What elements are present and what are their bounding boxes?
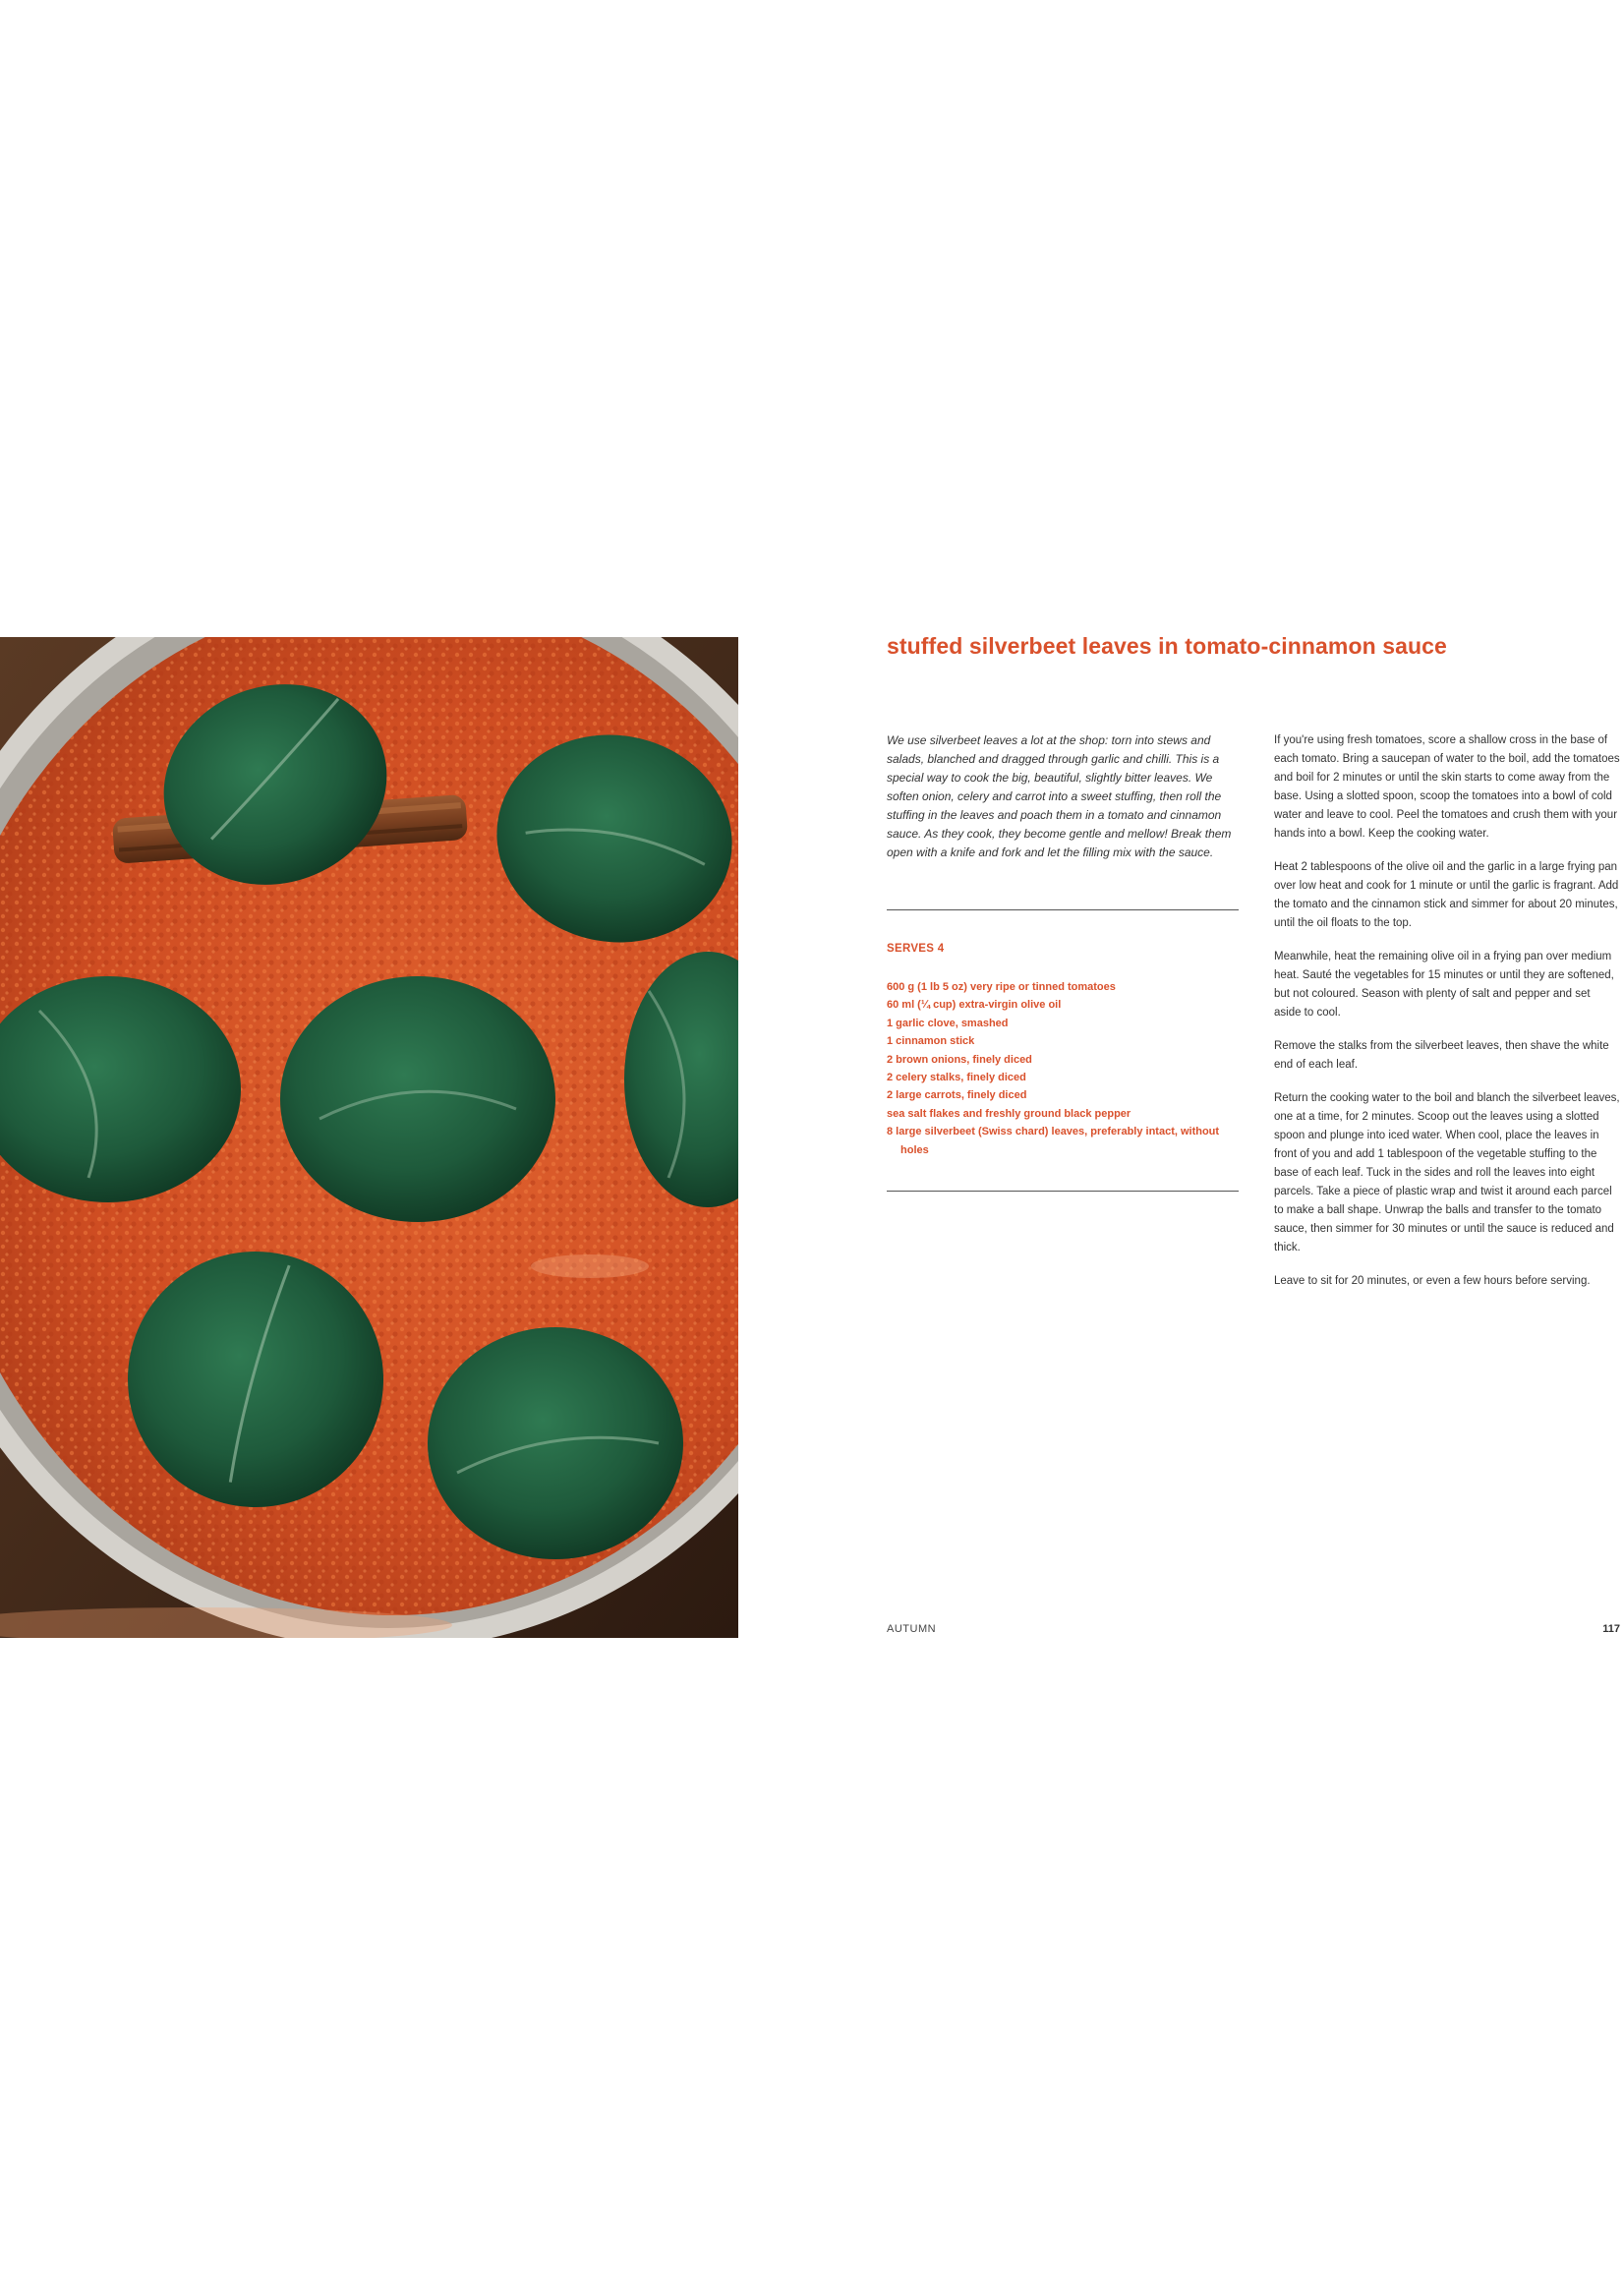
serves-label: SERVES 4 xyxy=(887,943,945,955)
method-step: Heat 2 tablespoons of the olive oil and the garlic in a large frying pan over low heat and cook for 1 minute or until the garlic is fragrant. Add the tomato and the cinnamon stick and simmer for about 20 minutes, until the oil floats to the top. xyxy=(1274,861,1619,929)
ingredient-item: 8 large silverbeet (Swiss chard) leaves, preferably intact, without holes xyxy=(887,1126,1220,1156)
ingredient-item: 60 ml (¼ cup) extra-virgin olive oil xyxy=(887,999,1062,1012)
footer-section-label: AUTUMN xyxy=(887,1623,937,1635)
ingredient-item: 2 brown onions, finely diced xyxy=(887,1053,1032,1066)
divider-top xyxy=(887,909,1239,910)
page-number: 117 xyxy=(1602,1623,1620,1635)
ingredient-item: sea salt flakes and freshly ground black pepper xyxy=(887,1107,1131,1120)
recipe-title: stuffed silverbeet leaves in tomato-cinnamon sauce xyxy=(887,633,1447,659)
silverbeet-parcel xyxy=(280,976,555,1222)
ingredient-item: 600 g (1 lb 5 oz) very ripe or tinned tomatoes xyxy=(887,981,1116,993)
ingredient-item: 1 garlic clove, smashed xyxy=(887,1017,1009,1029)
method-step: Return the cooking water to the boil and blanch the silverbeet leaves, one at a time, for 2 minutes. Scoop out the leaves using a slotted spoon and plunge into iced water. When cool, place the leaves in front of you and add 1 tablespoon of the vegetable stuffing to the base of each leaf. Tuck in the sides and roll the leaves into eight parcels. Take a piece of plastic wrap and twist it around each parcel to make a ball shape. Unwrap the balls and transfer to the tomato sauce, then simmer for 30 minutes or until the sauce is reduced and thick. xyxy=(1274,1092,1620,1254)
ingredient-item: 2 celery stalks, finely diced xyxy=(887,1072,1026,1084)
ingredient-item: 2 large carrots, finely diced xyxy=(887,1089,1027,1102)
method-steps xyxy=(1274,731,1620,1306)
method-step: Remove the stalks from the silverbeet leaves, then shave the white end of each leaf. xyxy=(1274,1040,1609,1071)
method-step: Leave to sit for 20 minutes, or even a few hours before serving. xyxy=(1274,1275,1591,1287)
divider-bottom xyxy=(887,1191,1239,1192)
method-step: Meanwhile, heat the remaining olive oil in a frying pan over medium heat. Sauté the vegetables for 15 minutes or until they are softened, but not coloured. Season with plenty of salt and pepper and set aside to cool. xyxy=(1274,951,1614,1019)
recipe-photo xyxy=(0,637,738,1638)
recipe-intro: We use silverbeet leaves a lot at the shop: torn into stews and salads, blanched and dragged through garlic and chilli. This is a special way to cook the big, beautiful, slightly bitter leaves. We soften onion, celery and carrot into a sweet stuffing, then roll the stuffing in the leaves and poach them in a tomato and cinnamon sauce. As they cook, they become gentle and mellow! Break them open with a knife and fork and let the filling mix with the sauce. xyxy=(887,733,1232,859)
silverbeet-parcel xyxy=(428,1327,683,1559)
method-step: If you're using fresh tomatoes, score a shallow cross in the base of each tomato. Bring a saucepan of water to the boil, add the tomatoes and boil for 2 minutes or until the skin starts to come away from the base. Using a slotted spoon, scoop the tomatoes into a bowl of cold water and leave to cool. Peel the tomatoes and crush them with your hands into a bowl. Keep the cooking water. xyxy=(1274,734,1620,840)
ingredient-item: 1 cinnamon stick xyxy=(887,1035,975,1048)
ingredients-list xyxy=(887,978,1239,1159)
